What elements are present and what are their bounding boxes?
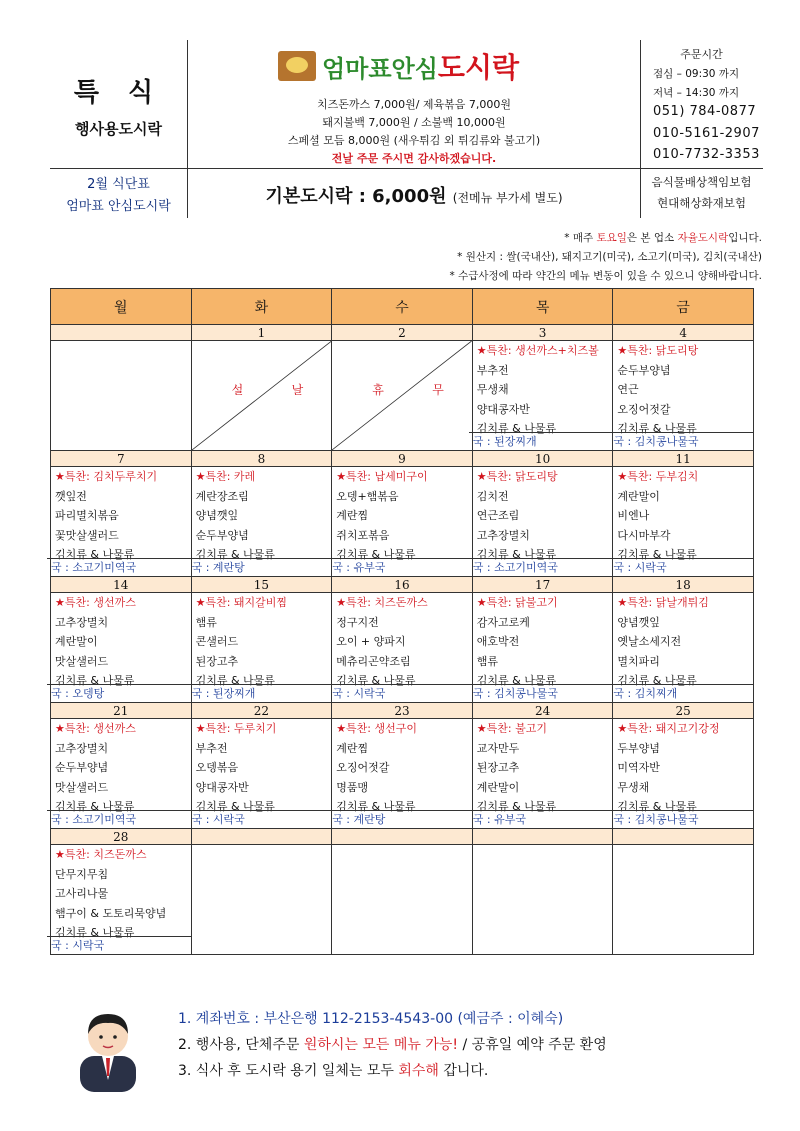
day-menu-cell <box>191 467 332 577</box>
special-dish: ★특찬: 납세미구이 <box>336 470 428 483</box>
day-menu <box>51 719 191 826</box>
footer <box>70 1000 750 1100</box>
soup: 국 : 유부국 <box>469 810 613 828</box>
insurance-label: 음식물배상책임보험 <box>651 175 752 189</box>
divider <box>50 168 188 169</box>
soup: 국 : 시락국 <box>47 936 191 954</box>
weekday-thu: 목 <box>472 289 613 325</box>
date-row <box>51 325 754 341</box>
brand-name: 엄마표 안심도시락 <box>66 199 171 214</box>
divider <box>641 168 763 169</box>
special-dish: ★특찬: 불고기 <box>476 722 547 735</box>
note-highlight: 토요일 <box>596 232 627 244</box>
special-dish: ★특찬: 김치두루치기 <box>55 470 158 483</box>
side-dish: 오뎅볶음 <box>195 761 239 774</box>
date-cell: 23 <box>332 703 473 719</box>
lunchbox-icon <box>278 51 316 81</box>
side-dish: 오징어젓갈 <box>617 402 671 416</box>
day-menu-cell <box>472 467 613 577</box>
soup: 국 : 계란탕 <box>188 558 332 576</box>
side-dish: 김치류 & 나물류 <box>617 548 697 561</box>
side-dish: 메츄리곤약조림 <box>336 654 411 668</box>
footer-text: 2. 행사용, 단체주문 <box>178 1037 304 1053</box>
container-return-note <box>178 1058 607 1084</box>
phone-number[interactable]: 010-5161-2907 <box>653 126 760 141</box>
date-cell: 25 <box>613 703 754 719</box>
side-dish: 김치류 & 나물류 <box>55 674 135 687</box>
soup: 국 : 김치찌개 <box>609 684 753 702</box>
menu-row <box>51 719 754 829</box>
side-dish: 연근조림 <box>476 509 520 522</box>
day-menu-cell <box>332 593 473 703</box>
side-dish: 김치류 & 나물류 <box>617 800 697 813</box>
side-dish: 맛살샐러드 <box>55 654 109 668</box>
special-dish: ★특찬: 카레 <box>195 470 256 483</box>
soup: 국 : 유부국 <box>328 558 472 576</box>
special-dish: ★특찬: 생선까스 <box>55 722 136 735</box>
side-dish: 단무지무침 <box>55 867 109 881</box>
soup: 국 : 김치콩나물국 <box>609 810 753 828</box>
date-row <box>51 829 754 845</box>
side-dish: 햄류 <box>195 615 217 629</box>
brand-logo <box>278 46 519 86</box>
side-dish: 계란찜 <box>336 509 369 522</box>
special-dish: ★특찬: 생선구이 <box>336 722 418 735</box>
side-dish: 김치류 & 나물류 <box>476 674 557 687</box>
side-dish: 다시마부각 <box>617 528 671 542</box>
side-dish: 김치류 & 나물류 <box>476 548 557 561</box>
day-menu-cell <box>51 593 192 703</box>
side-dish: 김치류 & 나물류 <box>336 548 416 561</box>
side-dish: 김치전 <box>476 489 509 503</box>
group-order-note <box>178 1032 607 1058</box>
side-dish: 고추장멸치 <box>55 615 109 629</box>
person-icon <box>76 1006 140 1092</box>
date-cell: 1 <box>191 325 332 341</box>
side-dish: 오이 + 양파지 <box>336 635 406 648</box>
side-dish: 연근 <box>617 383 639 396</box>
day-menu-cell <box>51 467 192 577</box>
basic-price <box>188 182 640 208</box>
day-menu-cell <box>332 341 473 451</box>
date-cell: 15 <box>191 577 332 593</box>
weekday-fri: 금 <box>613 289 754 325</box>
side-dish: 계란찜 <box>336 741 369 755</box>
header-center-panel <box>188 40 640 218</box>
date-cell: 16 <box>332 577 473 593</box>
day-menu-cell <box>613 845 754 955</box>
special-dish: ★특찬: 생선까스 <box>55 596 136 609</box>
side-dish: 쥐치포볶음 <box>336 528 390 542</box>
side-dish: 고추장멸치 <box>476 528 530 542</box>
soup: 국 : 소고기미역국 <box>47 558 191 576</box>
header-left-panel <box>50 40 188 218</box>
side-dish: 김치류 & 나물류 <box>476 422 557 435</box>
holiday-cell <box>192 341 332 450</box>
footer-highlight: 원하시는 모든 메뉴 가능! <box>303 1037 459 1053</box>
date-cell <box>613 829 754 845</box>
special-dish: ★특찬: 치즈돈까스 <box>336 596 428 609</box>
side-dish: 김치류 & 나물류 <box>195 548 275 561</box>
day-menu <box>613 341 753 448</box>
side-dish: 명품맹 <box>336 780 369 794</box>
special-dish: ★특찬: 닭도리탕 <box>476 470 558 483</box>
day-menu-cell <box>191 341 332 451</box>
side-dish: 계란말이 <box>617 489 660 503</box>
day-menu-cell <box>191 845 332 955</box>
date-cell: 3 <box>472 325 613 341</box>
day-menu <box>613 467 753 574</box>
side-dish: 꽃맛살샐러드 <box>55 528 119 542</box>
date-cell <box>191 829 332 845</box>
date-cell: 28 <box>51 829 192 845</box>
day-menu-cell <box>613 593 754 703</box>
side-dish: 햄류 <box>476 654 499 668</box>
special-dish: ★특찬: 생선까스+치즈볼 <box>476 344 599 357</box>
day-menu-cell <box>332 845 473 955</box>
side-dish: 정구지전 <box>336 615 379 629</box>
day-menu <box>332 719 472 826</box>
logo-text-green: 엄마표안심 <box>322 55 438 83</box>
side-dish: 양대콩자반 <box>195 780 249 794</box>
side-dish: 된장고추 <box>476 761 520 774</box>
side-dish: 계란말이 <box>476 780 520 794</box>
date-cell: 21 <box>51 703 192 719</box>
note-menu-change: * 수급사정에 따라 약간의 메뉴 변동이 있을 수 있으니 양해바랍니다. <box>449 270 762 282</box>
soup: 국 : 시락국 <box>188 810 332 828</box>
side-dish: 계란말이 <box>55 635 98 648</box>
special-dish: ★특찬: 두부김치 <box>617 470 699 483</box>
date-cell: 22 <box>191 703 332 719</box>
day-menu-cell <box>613 341 754 451</box>
side-dish: 깻잎전 <box>55 489 87 503</box>
price-list <box>188 96 640 168</box>
footer-text: / 공휴일 예약 주문 환영 <box>458 1037 607 1053</box>
side-dish: 된장고추 <box>195 654 239 668</box>
side-dish: 감자고로케 <box>476 615 530 629</box>
side-dish: 오징어젓갈 <box>336 761 390 774</box>
day-menu-cell <box>51 341 192 451</box>
date-row <box>51 577 754 593</box>
date-cell: 14 <box>51 577 192 593</box>
day-menu <box>191 593 332 700</box>
logo-text <box>322 46 519 86</box>
date-cell: 2 <box>332 325 473 341</box>
day-menu-cell <box>472 719 613 829</box>
day-menu <box>332 467 472 574</box>
diagonal-line <box>332 341 472 450</box>
event-lunchbox-title: 행사용도시락 <box>75 120 162 138</box>
side-dish: 무생채 <box>476 383 509 396</box>
price-line: 스페셜 모듬 8,000원 (새우튀김 외 튀김류와 불고기) <box>287 134 541 147</box>
side-dish: 김치류 & 나물류 <box>336 800 416 813</box>
day-menu-cell <box>51 845 192 955</box>
day-menu <box>51 845 191 952</box>
holiday-label: 휴 <box>372 383 384 397</box>
side-dish: 비엔나 <box>617 509 650 522</box>
menu-row <box>51 593 754 703</box>
note-origin: * 원산지 : 쌀(국내산), 돼지고기(미국), 소고기(미국), 김치(국내산) <box>457 251 762 263</box>
date-cell: 10 <box>472 451 613 467</box>
soup: 국 : 소고기미역국 <box>469 558 613 576</box>
diagonal-line <box>192 341 332 450</box>
date-cell: 9 <box>332 451 473 467</box>
soup: 국 : 시락국 <box>328 684 472 702</box>
header-right-panel <box>640 40 762 218</box>
note-saturday <box>262 230 762 245</box>
month-label: 2월 식단표 <box>87 177 150 192</box>
side-dish: 멸치파리 <box>617 654 660 668</box>
day-menu <box>613 593 753 700</box>
footer-info <box>178 1006 607 1084</box>
side-dish: 순두부양념 <box>195 528 249 542</box>
divider <box>188 168 640 169</box>
holiday-label: 설 <box>231 383 244 397</box>
date-cell: 8 <box>191 451 332 467</box>
day-menu-cell <box>472 845 613 955</box>
date-cell: 4 <box>613 325 754 341</box>
side-dish: 김치류 & 나물류 <box>336 674 416 687</box>
logo-text-red: 도시락 <box>437 51 520 84</box>
side-dish: 교자만두 <box>476 741 520 755</box>
side-dish: 김치류 & 나물류 <box>195 674 275 687</box>
soup: 국 : 소고기미역국 <box>47 810 191 828</box>
side-dish: 파리멸치볶음 <box>55 509 119 522</box>
menu-calendar <box>50 288 754 955</box>
soup: 국 : 시락국 <box>609 558 753 576</box>
insurance-company: 현대해상화재보험 <box>657 196 746 210</box>
soup: 국 : 김치콩나물국 <box>469 684 613 702</box>
day-menu-cell <box>51 719 192 829</box>
menu-row <box>51 845 754 955</box>
basic-price-text: 기본도시락 : 6,000원 <box>265 186 447 207</box>
side-dish: 맛살샐러드 <box>55 780 109 794</box>
footer-highlight: 회수해 <box>398 1063 439 1079</box>
side-dish: 양대콩자반 <box>476 402 530 416</box>
special-dish: ★특찬: 돼지갈비찜 <box>195 596 288 609</box>
special-dish: ★특찬: 두루치기 <box>195 722 277 735</box>
soup: 국 : 된장찌개 <box>469 432 613 450</box>
side-dish: 미역자반 <box>617 761 660 774</box>
side-dish: 무생채 <box>617 780 650 794</box>
day-menu-cell <box>191 593 332 703</box>
side-dish: 순두부양념 <box>617 363 671 377</box>
lunch-deadline: 점심 – 09:30 까지 <box>653 68 740 80</box>
day-menu-cell <box>472 593 613 703</box>
day-menu-cell <box>332 719 473 829</box>
note-text: * 매주 <box>564 232 597 244</box>
side-dish: 양념깻잎 <box>195 509 239 522</box>
price-line: 치즈돈까스 7,000원/ 제육볶음 7,000원 <box>316 98 512 111</box>
day-menu <box>51 467 191 574</box>
vat-note: (전메뉴 부가세 별도) <box>452 191 563 205</box>
side-dish: 오뎅+햄볶음 <box>336 489 399 503</box>
side-dish: 양념깻잎 <box>617 615 660 629</box>
bank-account: 1. 계좌번호 : 부산은행 112-2153-4543-00 (예금주 : 이혜숙) <box>178 1011 564 1027</box>
soup: 국 : 김치콩나물국 <box>609 432 753 450</box>
side-dish: 애호박전 <box>476 635 520 648</box>
side-dish: 김치류 & 나물류 <box>617 674 697 687</box>
day-menu <box>472 593 613 700</box>
day-menu <box>472 467 613 574</box>
soup: 국 : 오뎅탕 <box>47 684 191 702</box>
weekday-tue: 화 <box>191 289 332 325</box>
day-menu <box>613 719 753 826</box>
weekday-wed: 수 <box>332 289 473 325</box>
menu-row <box>51 341 754 451</box>
side-dish: 김치류 & 나물류 <box>55 548 135 561</box>
side-dish: 부추전 <box>195 741 228 755</box>
day-menu-cell <box>613 719 754 829</box>
side-dish: 두부양념 <box>617 741 660 755</box>
day-menu <box>51 593 191 700</box>
date-cell <box>51 325 192 341</box>
side-dish: 김치류 & 나물류 <box>55 926 135 939</box>
date-row <box>51 703 754 719</box>
holiday-label: 날 <box>291 383 304 397</box>
date-cell: 18 <box>613 577 754 593</box>
day-menu-cell <box>613 467 754 577</box>
date-cell: 7 <box>51 451 192 467</box>
phone-number[interactable]: 051) 784-0877 <box>653 104 757 119</box>
date-row <box>51 451 754 467</box>
dinner-deadline: 저녁 – 14:30 까지 <box>653 87 740 99</box>
day-menu-cell <box>191 719 332 829</box>
special-dish: ★특찬: 닭불고기 <box>476 596 558 609</box>
side-dish: 고추장멸치 <box>55 741 109 755</box>
date-cell <box>332 829 473 845</box>
date-cell: 17 <box>472 577 613 593</box>
side-dish: 콘샐러드 <box>195 635 239 648</box>
side-dish: 고사리나물 <box>55 887 109 900</box>
special-dish: ★특찬: 닭날개튀김 <box>617 596 709 609</box>
side-dish: 김치류 & 나물류 <box>476 800 557 813</box>
order-time-title: 주문시간 <box>680 48 723 61</box>
side-dish: 김치류 & 나물류 <box>195 800 275 813</box>
soup: 국 : 계란탕 <box>328 810 472 828</box>
price-line: 돼지불백 7,000원 / 소불백 10,000원 <box>322 116 506 129</box>
note-highlight: 자율도시락 <box>677 232 729 244</box>
date-cell: 24 <box>472 703 613 719</box>
special-dish: ★특찬: 돼지고기강정 <box>617 722 720 735</box>
holiday-label: 무 <box>432 383 444 397</box>
weekday-mon: 월 <box>51 289 192 325</box>
footer-text: 갑니다. <box>438 1063 489 1079</box>
day-menu <box>472 341 613 448</box>
side-dish: 김치류 & 나물류 <box>617 422 697 435</box>
special-dish: ★특찬: 닭도리탕 <box>617 344 699 357</box>
side-dish: 부추전 <box>476 363 509 377</box>
day-menu-cell <box>472 341 613 451</box>
side-dish: 순두부양념 <box>55 761 109 774</box>
side-dish: 계란장조림 <box>195 489 249 503</box>
date-cell <box>472 829 613 845</box>
day-menu <box>191 719 332 826</box>
special-dish: ★특찬: 치즈돈까스 <box>55 848 147 861</box>
side-dish: 옛날소세지전 <box>617 635 682 648</box>
side-dish: 김치류 & 나물류 <box>55 800 135 813</box>
menu-header <box>50 40 762 218</box>
date-cell: 11 <box>613 451 754 467</box>
footer-text: 3. 식사 후 도시락 용기 일체는 모두 <box>178 1063 399 1079</box>
note-text: 입니다. <box>728 232 762 244</box>
order-note: 전날 주문 주시면 감사하겠습니다. <box>331 152 497 165</box>
side-dish: 햄구이 & 도토리묵양념 <box>55 906 167 920</box>
day-menu <box>472 719 613 826</box>
menu-row <box>51 467 754 577</box>
holiday-cell <box>332 341 472 450</box>
soup: 국 : 된장찌개 <box>188 684 332 702</box>
phone-number[interactable]: 010-7732-3353 <box>653 147 760 162</box>
day-menu <box>191 467 332 574</box>
weekday-header-row <box>51 289 754 325</box>
day-menu-cell <box>332 467 473 577</box>
note-text: 은 본 업소 <box>626 232 678 244</box>
special-title: 특 식 <box>73 78 164 108</box>
day-menu <box>332 593 472 700</box>
